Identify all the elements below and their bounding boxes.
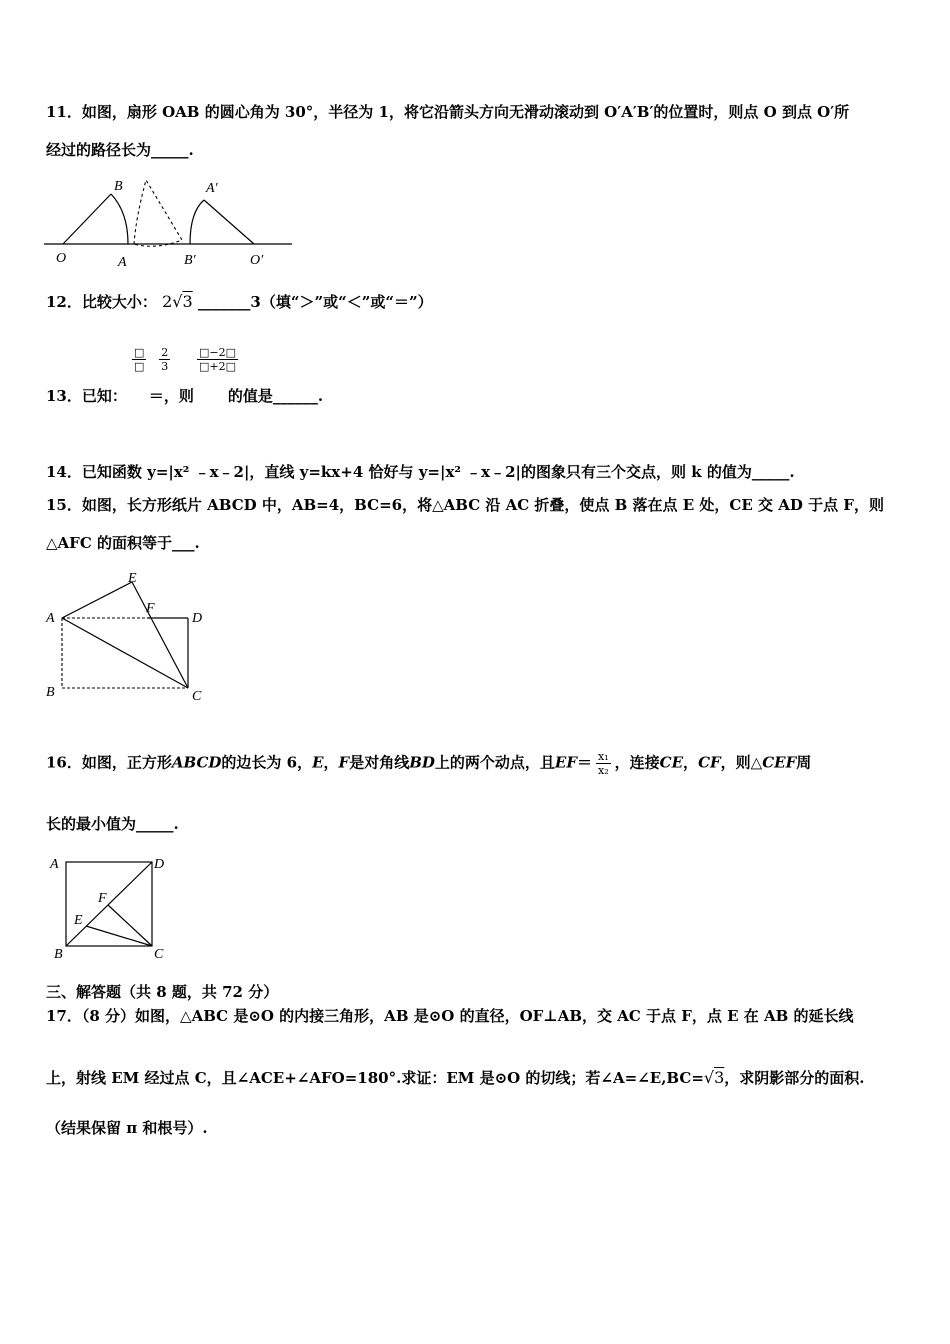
q16-text-a: 16．如图，正方形 [46,753,172,772]
q16-text-d: 上的两个动点，且 [434,753,555,772]
q15-line2: △AFC 的面积等于___. [46,534,200,552]
q15-label-B: B [46,685,55,700]
q12-coef: 2 [162,292,173,311]
q15-label-D: D [192,611,203,626]
q16-text-e: ，连接 [614,753,660,772]
q13-frac2-den: 3 [161,360,169,373]
q12-suffix: _______3（填“＞”或“＜”或“＝”） [197,293,433,311]
q11-label-O: O [56,251,67,266]
q16-e: E [312,753,324,772]
q16-sep: ， [683,753,699,772]
q16-label-F: F [98,891,107,906]
q16-line1 [46,750,811,777]
q16-text-g: 周 [796,753,812,772]
q16-abcd: ABCD [171,753,222,772]
q16-label-C: C [154,947,164,962]
q13-frac1-den: □ [134,360,145,373]
q13-text-c: 的值是______. [227,387,324,405]
q16-f: F [338,753,350,772]
q16-label-D: D [154,857,165,872]
q17-line2b: ，求阴影部分的面积. [724,1069,865,1087]
q16-label-B: B [54,947,63,962]
q17-radicand: 3 [714,1068,725,1087]
q17-line2 [46,1068,865,1088]
q13-fraction-row [128,346,242,373]
q16-square-figure [44,848,174,964]
q16-bd: BD [409,753,435,772]
q15-line1: 15．如图，长方形纸片 ABCD 中，AB=4，BC=6，将△ABC 沿 AC 折叠，使点 B 落在点 E 处，CE 交 AD 于点 F，则 [46,496,884,514]
q13-frac2-num: 2 [161,346,169,359]
q13-text-a: 13．已知： [46,387,127,405]
q13-frac1-num: □ [134,346,145,359]
q11-label-B2: B′ [184,253,196,268]
q16-line2: 长的最小值为_____. [46,815,179,833]
q13-text-b: ＝，则 [148,387,194,405]
q17-line3: （结果保留 π 和根号）. [46,1119,208,1137]
q16-eq: ＝ [577,753,593,772]
q16-cef: CEF [762,753,797,772]
q16-text-c: 是对角线 [349,753,410,772]
q11-label-O2: O′ [250,253,264,268]
q12-sqrt: 2√3 [162,292,193,311]
q13-frac1 [132,346,146,373]
q16-label-E: E [74,913,83,928]
q17-sqrt: √3 [703,1068,725,1087]
q11-label-A2: A′ [206,181,218,196]
q16-ce: CE [659,753,684,772]
q16-ef: EF [554,753,578,772]
q16-text-f: ，则△ [720,753,763,772]
q16-comma: ， [323,753,339,772]
q16-label-A: A [50,857,59,872]
q12-radicand: 3 [182,292,193,311]
q13-frac2 [159,346,170,373]
q17-line1: 17．（8 分）如图，△ABC 是⊙O 的内接三角形，AB 是⊙O 的直径，OF⊥AB，交 AC 于点 F，点 E 在 AB 的延长线 [46,1007,854,1025]
q11-label-B: B [114,179,123,194]
q16-frac [596,750,611,777]
q15-label-F: F [146,601,155,616]
q13-frac3 [197,346,238,373]
q12-prefix: 12．比较大小： [46,293,157,311]
q13-line [46,386,323,406]
q11-sector-figure [44,172,294,268]
q13-frac3-num: □−2□ [198,346,236,359]
q11-label-A: A [118,255,127,268]
q15-label-A: A [46,611,55,626]
q16-text-b: 的边长为 6， [221,753,313,772]
section3-title: 三、解答题（共 8 题，共 72 分） [46,983,279,1001]
q11-line2: 经过的路径长为_____. [46,141,194,159]
q14-line: 14．已知函数 y=|x² ﹣x﹣2|，直线 y=kx+4 恰好与 y=|x² ﹣x﹣2|的图象只有三个交点，则 k 的值为_____. [46,463,795,481]
q15-label-C: C [192,689,202,704]
q15-rectangle-figure [42,568,222,706]
q13-frac3-den: □+2□ [198,360,236,373]
q16-frac-num: x₁ [598,750,609,763]
q15-label-E: E [128,571,137,586]
q11-line1: 11．如图，扇形 OAB 的圆心角为 30°，半径为 1，将它沿箭头方向无滑动滚动到 O′A′B′的位置时，则点 O 到点 O′所 [46,103,850,121]
q16-frac-den: x₂ [598,764,609,777]
q17-line2a: 上，射线 EM 经过点 C，且∠ACE+∠AFO=180°.求证：EM 是⊙O 的切线；若∠A=∠E,BC= [46,1069,704,1087]
q16-cf: CF [698,753,721,772]
q12-line [46,292,433,312]
